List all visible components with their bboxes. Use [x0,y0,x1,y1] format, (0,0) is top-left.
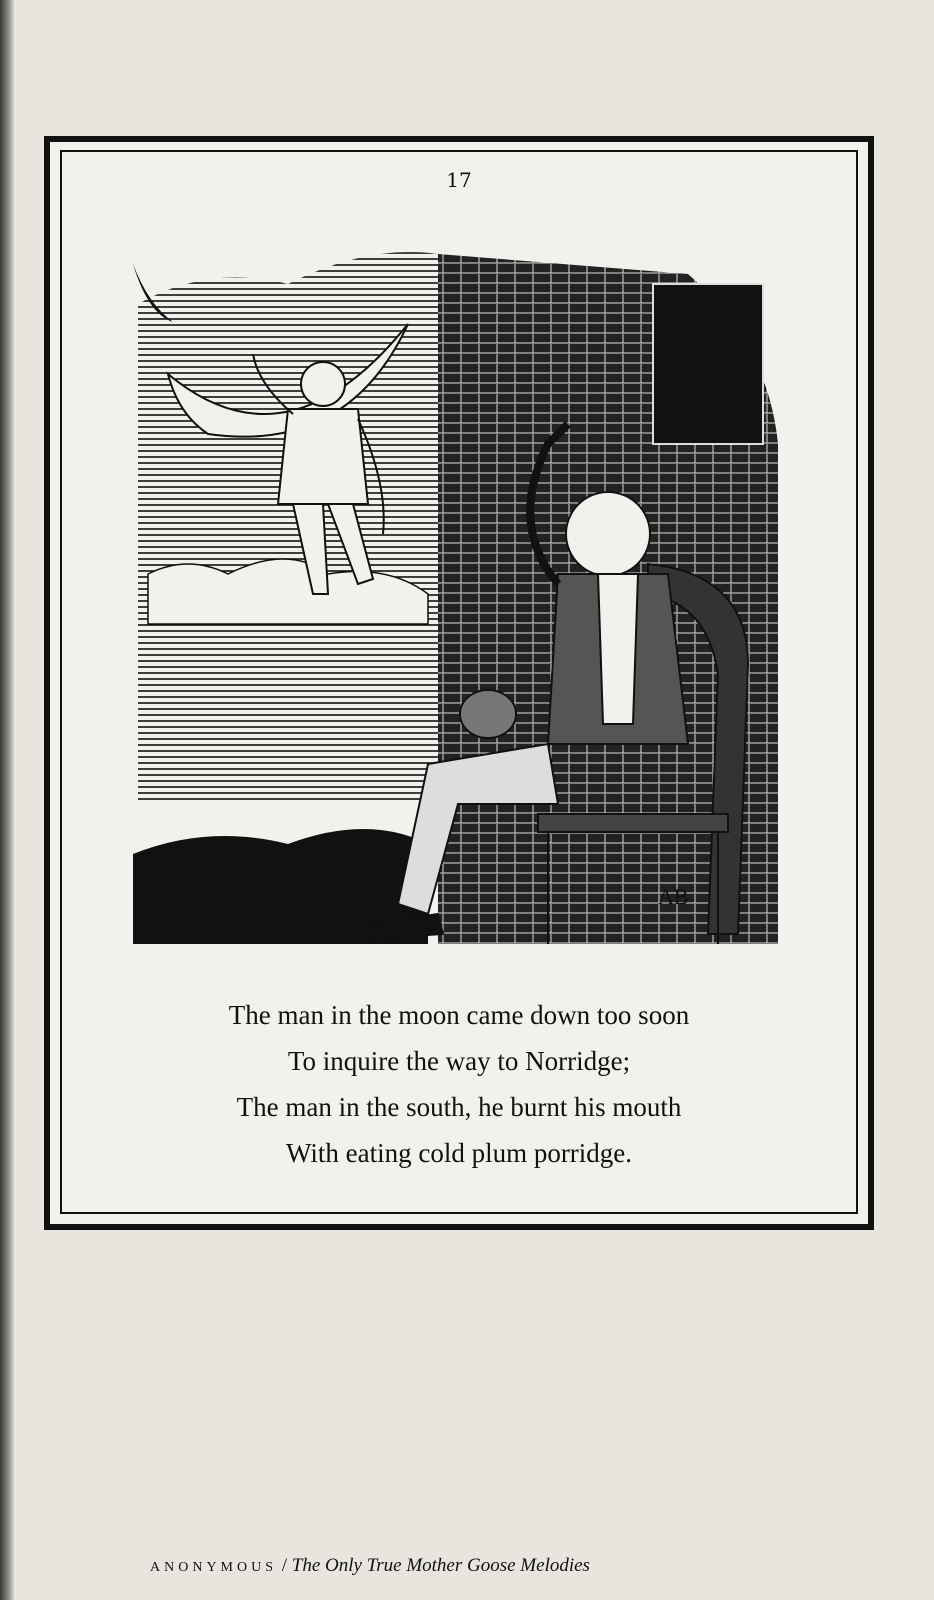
page-footer [150,1555,590,1577]
verse-line: The man in the moon came down too soon [228,1000,690,1030]
footer-separator: / [277,1555,292,1576]
verse [62,992,856,1176]
page-frame [44,136,874,1230]
footer-title: The Only True Mother Goose Melodies [291,1555,590,1576]
page-frame-inner [60,150,858,1214]
page-number: 17 [446,168,472,192]
book-spine [0,0,14,1600]
verse-line: With eating cold plum porridge. [285,1138,633,1168]
footer-author: ANONYMOUS [150,1560,278,1575]
woodcut-illustration-icon [128,244,788,964]
verse-line: The man in the south, he burnt his mouth [236,1092,682,1122]
verse-line: To inquire the way to Norridge; [287,1046,631,1076]
artist-monogram: AB [658,884,689,909]
